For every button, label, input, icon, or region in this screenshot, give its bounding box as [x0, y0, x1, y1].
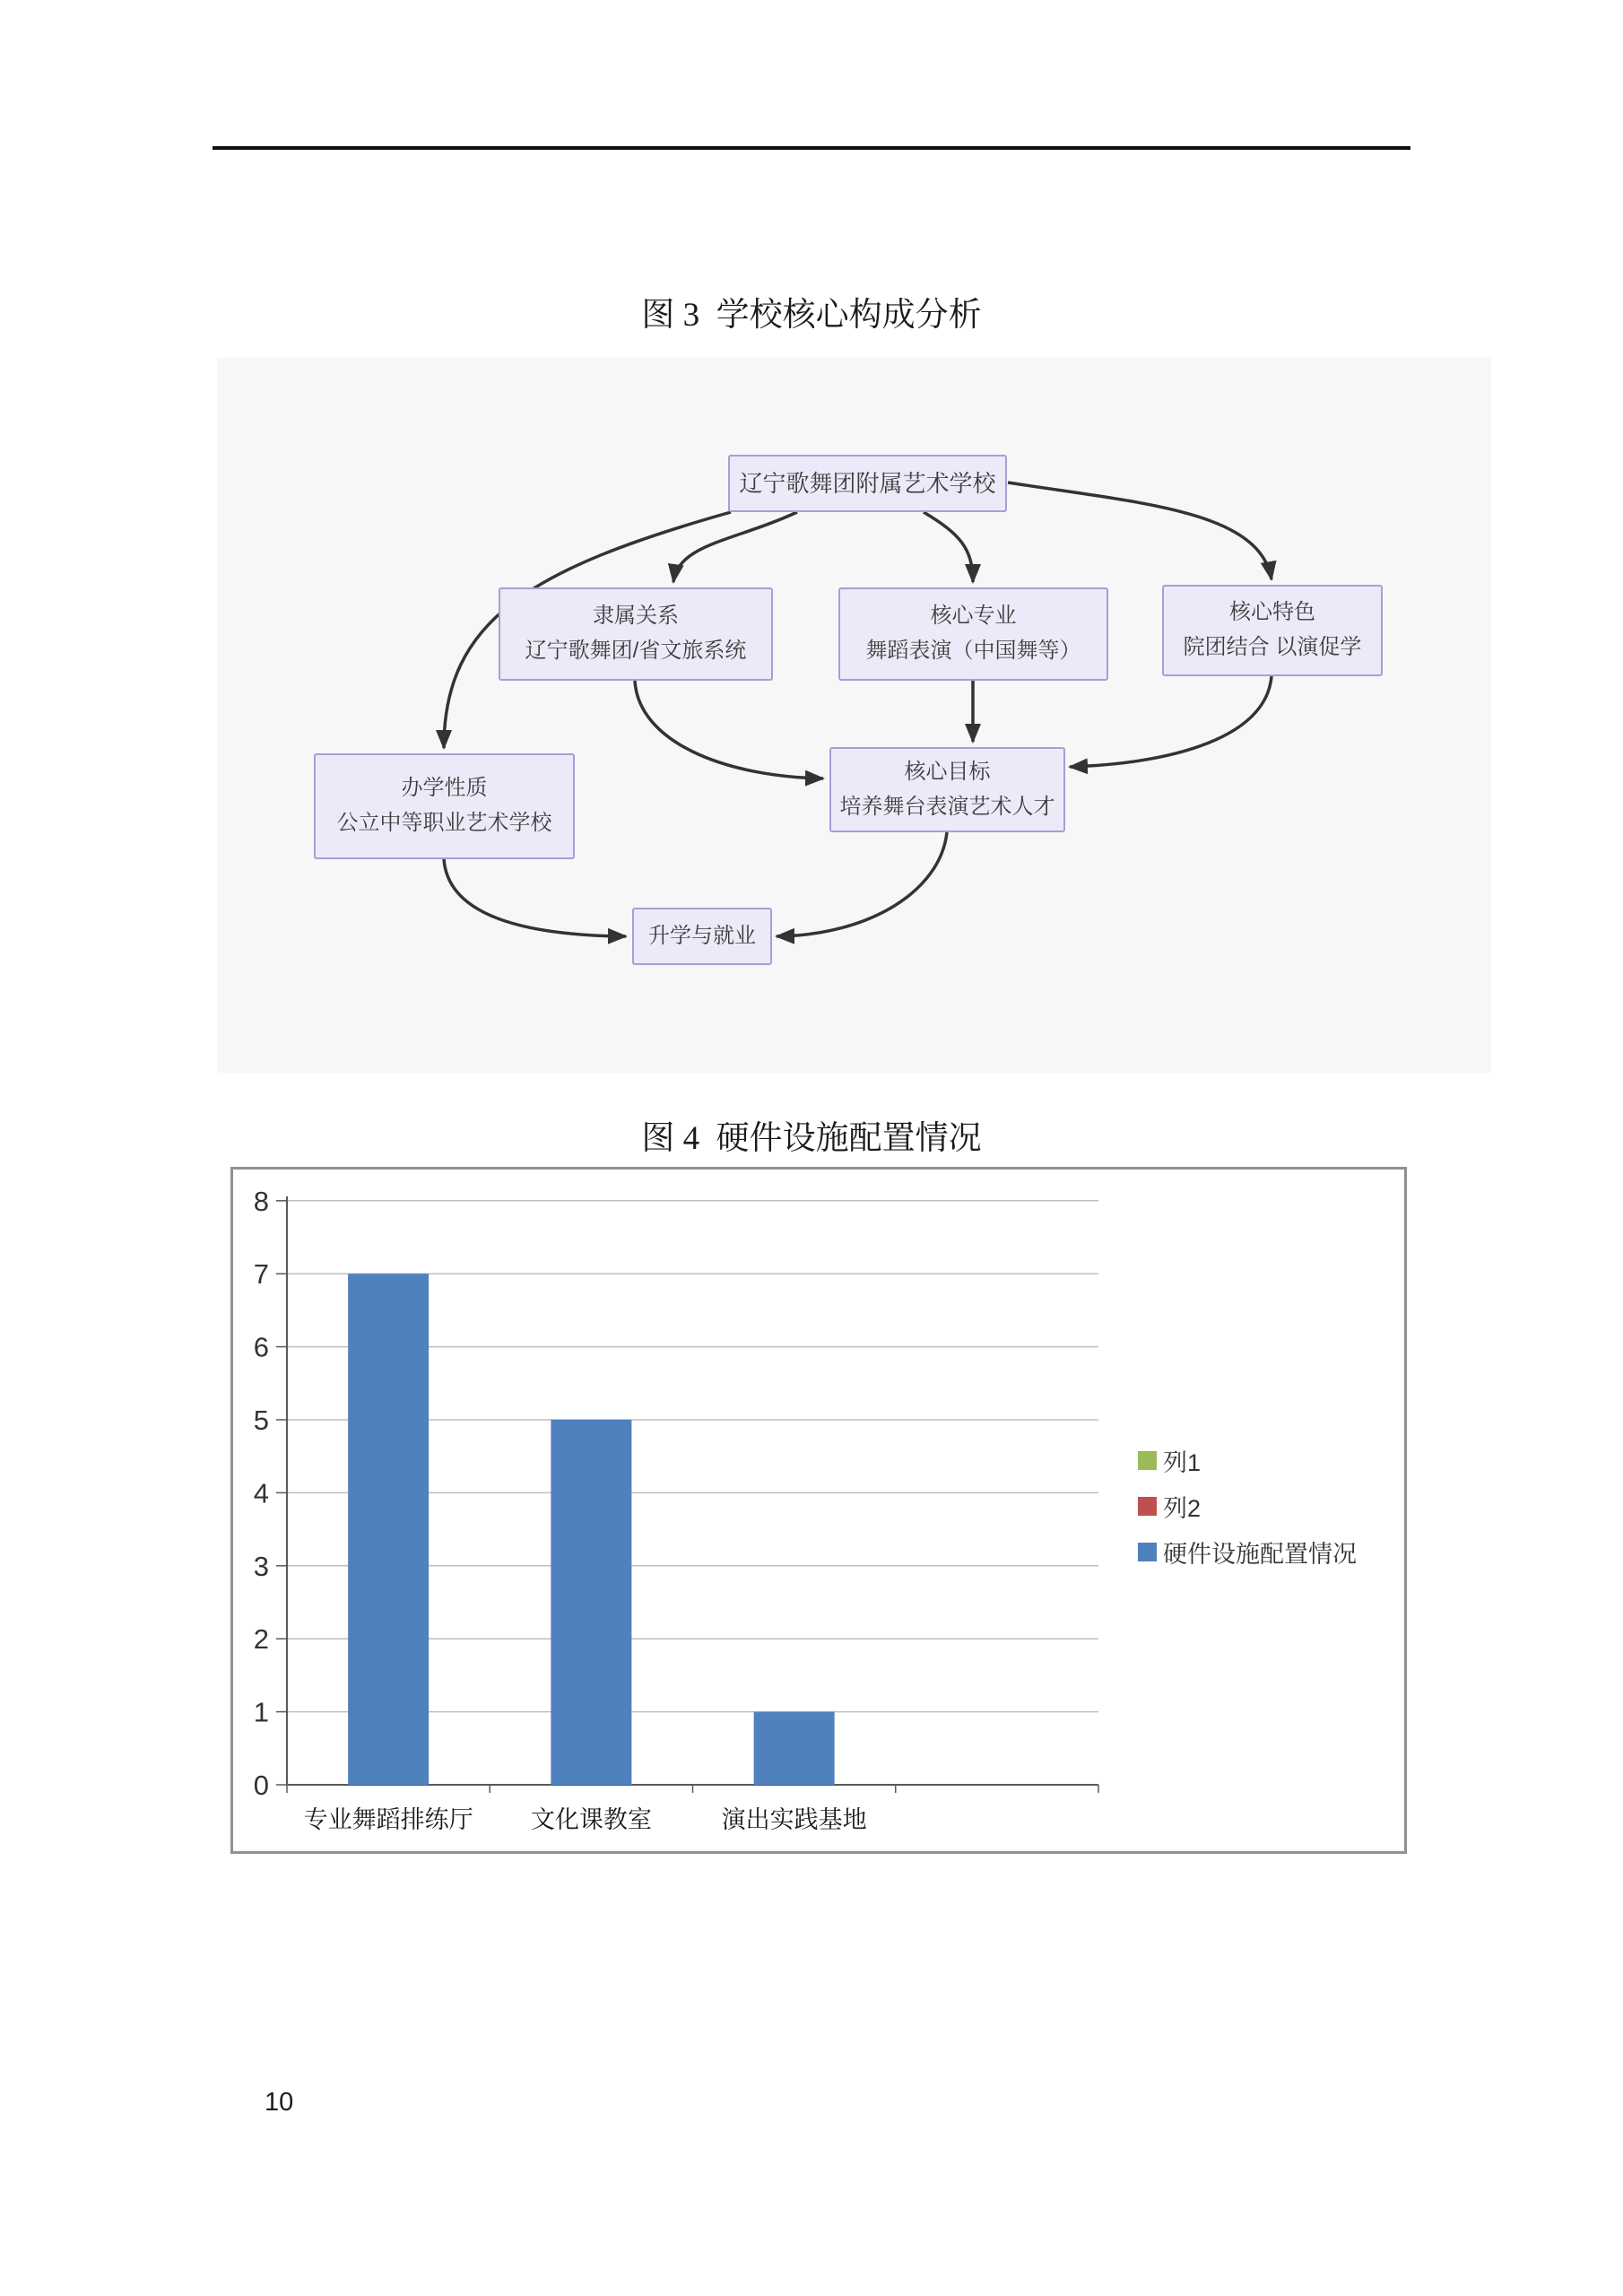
node-detail: 公立中等职业艺术学校	[336, 811, 552, 835]
legend-swatch-series2	[1138, 1497, 1157, 1516]
legend-label: 硬件设施配置情况	[1163, 1541, 1357, 1568]
legend-item	[1138, 1446, 1357, 1475]
y-tick-label: 0	[253, 1770, 269, 1801]
diagram-node-goal	[829, 747, 1065, 832]
y-tick-label: 5	[253, 1405, 269, 1436]
legend-swatch-series3	[1138, 1543, 1157, 1561]
y-tick-label: 1	[253, 1696, 269, 1728]
node-title: 办学性质	[401, 776, 488, 801]
y-tick-label: 3	[253, 1550, 269, 1582]
node-detail: 辽宁歌舞团/省文旅系统	[525, 639, 747, 663]
diagram-node-path	[632, 908, 772, 965]
bar	[551, 1420, 631, 1785]
y-tick-label: 6	[253, 1331, 269, 1363]
edge-school-to-feature	[1008, 483, 1271, 579]
node-title: 核心目标	[904, 759, 991, 784]
legend-swatch-series1	[1138, 1451, 1157, 1470]
header-rule	[213, 146, 1410, 150]
diagram-node-nature	[314, 753, 575, 859]
diagram-node-major	[838, 587, 1108, 681]
legend-label: 列2	[1163, 1495, 1202, 1522]
x-category-label: 演出实践基地	[721, 1806, 867, 1833]
y-tick-label: 8	[253, 1185, 269, 1217]
diagram-node-affiliation	[499, 587, 773, 681]
x-category-label: 专业舞蹈排练厅	[303, 1806, 473, 1833]
legend-item	[1138, 1537, 1357, 1567]
node-detail: 舞蹈表演（中国舞等）	[865, 639, 1081, 663]
node-label: 升学与就业	[648, 923, 756, 948]
edge-goal-to-path	[777, 832, 947, 936]
edge-feature-to-goal	[1070, 676, 1271, 767]
chart-legend	[1138, 1446, 1357, 1567]
x-category-label: 文化课教室	[530, 1806, 652, 1833]
y-tick-label: 2	[253, 1623, 269, 1656]
figure3-title: 图 3 学校核心构成分析	[641, 297, 982, 334]
edge-affiliation-to-goal	[635, 681, 823, 778]
page-number: 10	[265, 2088, 294, 2117]
legend-label: 列1	[1163, 1449, 1202, 1476]
y-tick-label: 4	[253, 1477, 269, 1509]
node-title: 隶属关系	[593, 604, 679, 629]
legend-item	[1138, 1492, 1357, 1521]
edge-school-to-major	[924, 512, 973, 582]
diagram-node-feature	[1162, 585, 1383, 676]
bar	[754, 1712, 835, 1785]
edge-nature-to-path	[444, 859, 626, 936]
node-title: 核心特色	[1229, 600, 1315, 625]
diagram-node-school	[728, 455, 1007, 512]
bar	[348, 1274, 429, 1785]
node-detail: 院团结合 以演促学	[1183, 635, 1362, 659]
figure4-title: 图 4 硬件设施配置情况	[641, 1120, 982, 1157]
node-label: 辽宁歌舞团附属艺术学校	[739, 469, 996, 497]
figure4-chart	[230, 1167, 1407, 1854]
node-detail: 培养舞台表演艺术人才	[839, 794, 1055, 819]
y-tick-label: 7	[253, 1258, 269, 1291]
node-title: 核心专业	[930, 604, 1017, 629]
figure3-diagram	[217, 358, 1491, 1073]
